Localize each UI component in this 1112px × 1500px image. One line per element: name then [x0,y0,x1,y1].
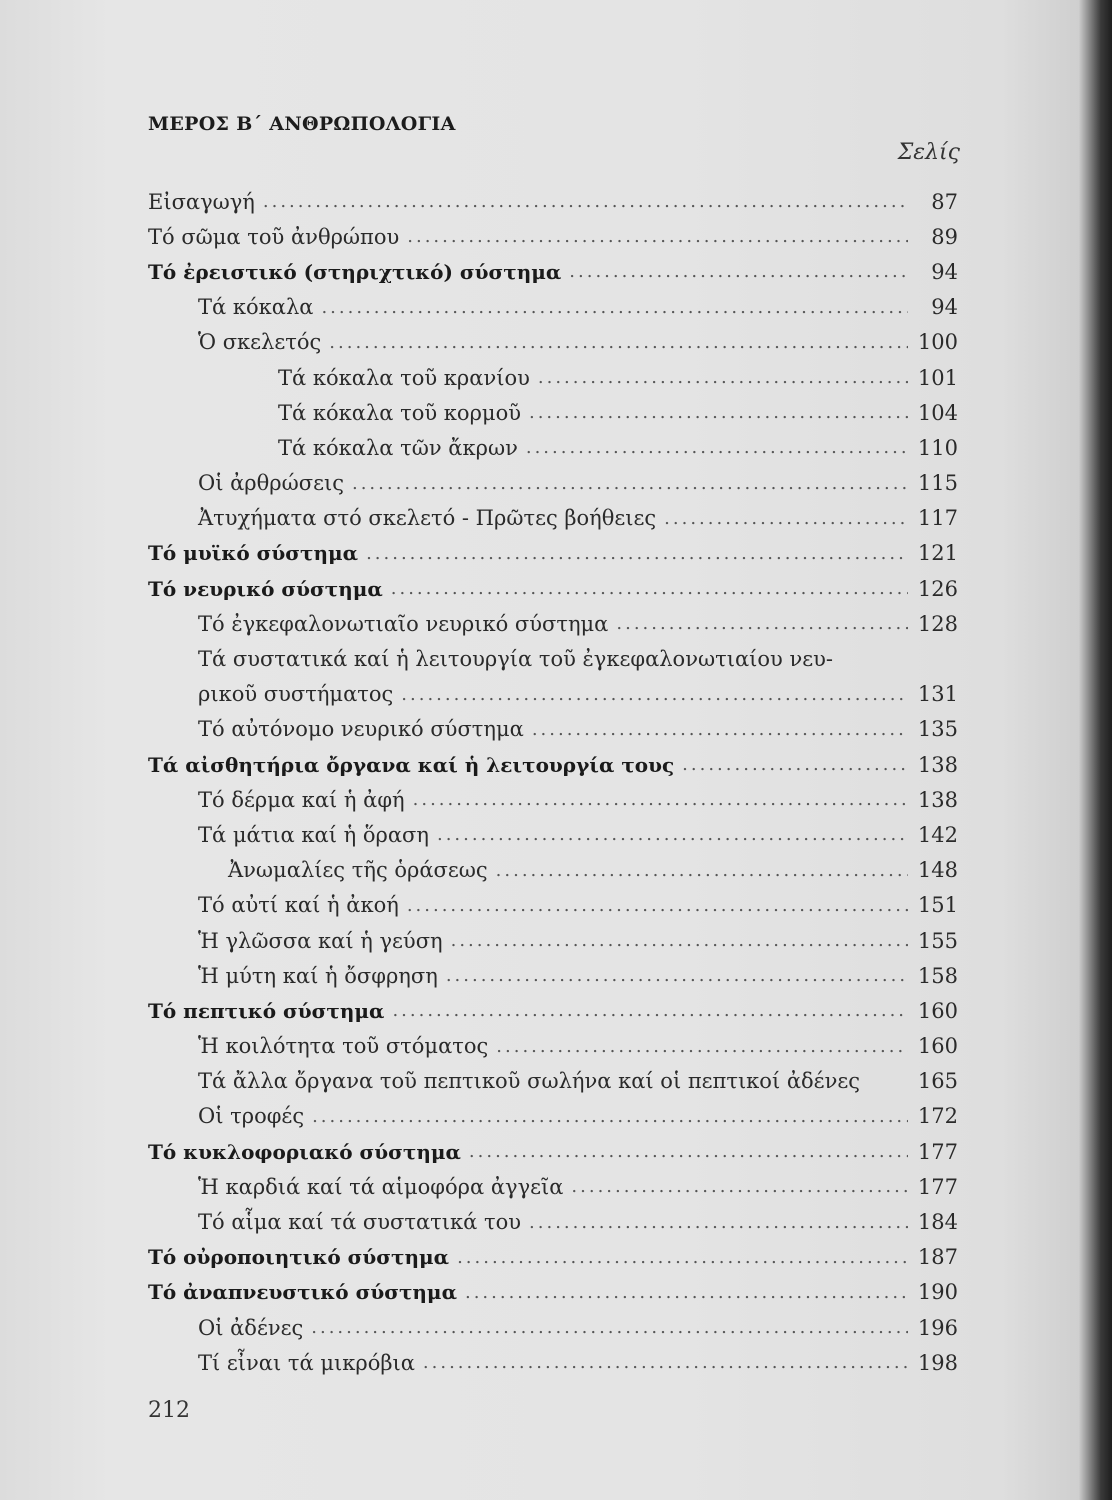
toc-entry [148,1099,958,1134]
toc-entry-title: Τά κόκαλα [198,295,314,320]
toc-entry [148,1169,958,1204]
toc-entry-page: 128 [917,611,958,636]
toc-entry [148,923,958,958]
toc-entry [148,1310,958,1345]
toc-entry-page: 121 [917,541,958,566]
toc-entry-title: Εἰσαγωγή [148,189,255,214]
toc-entry [148,712,958,747]
toc-entry [148,254,958,289]
toc-entry-title: Τά κόκαλα τοῦ κορμοῦ [278,400,521,425]
toc-entry-title: Τό μυϊκό σύστημα [148,541,359,566]
toc-entry [148,782,958,817]
toc-entry [148,1064,958,1099]
toc-entry-title: Ἡ κοιλότητα τοῦ στόματος [198,1034,489,1059]
leader-dots [496,860,908,881]
toc-entry-page: 155 [917,928,958,953]
toc-entry-page: 187 [917,1245,958,1270]
toc-entry-page: 142 [917,822,958,847]
toc-entry-title: Ἀνωμαλίες τῆς ὁράσεως [228,858,488,883]
toc-entry-title: Τό αὐτί καί ἡ ἀκοή [198,893,399,918]
leader-dots [526,437,908,458]
leader-dots [451,930,908,951]
toc-entry-page: 151 [917,893,958,918]
table-of-contents [148,184,958,1380]
leader-dots [391,578,908,599]
toc-entry [148,571,958,606]
toc-entry-title: Τό δέρμα καί ἡ ἀφή [198,787,405,812]
leader-dots [529,1212,908,1233]
toc-entry [148,1029,958,1064]
toc-entry-page: 115 [917,471,958,496]
leader-dots [352,473,908,494]
leader-dots [569,261,908,282]
toc-entry-page: 198 [917,1350,958,1375]
leader-dots [321,297,908,318]
toc-entry-title: Οἱ τροφές [198,1104,305,1129]
leader-dots [465,1282,908,1303]
toc-entry-title: Τά κόκαλα τῶν ἄκρων [278,435,518,460]
toc-entry-page: 101 [917,365,958,390]
leader-dots [529,402,908,423]
toc-entry-title: Τό ἐγκεφαλονωτιαῖο νευρικό σύστημα [198,611,609,636]
leader-dots [312,1106,908,1127]
toc-entry [148,466,958,501]
toc-entry [148,325,958,360]
leader-dots [571,1176,907,1197]
toc-entry-title: Τί εἶναι τά μικρόβια [198,1350,415,1375]
section-title: ΜΕΡΟΣ Β΄ ΑΝΘΡΩΠΟΛΟΓΙΑ [148,113,456,135]
toc-entry [148,817,958,852]
toc-entry-title: Τά αἰσθητήρια ὄργανα καί ἡ λειτουργία τους [148,752,675,777]
toc-entry [148,677,958,712]
toc-entry-page: 148 [917,858,958,883]
toc-entry [148,888,958,923]
toc-entry [148,1134,958,1169]
toc-entry [148,747,958,782]
toc-entry-page: 196 [917,1315,958,1340]
leader-dots [263,191,908,212]
toc-entry [148,219,958,254]
toc-entry-title: Τά κόκαλα τοῦ κρανίου [278,365,530,390]
leader-dots [532,719,908,740]
toc-entry-title: Τό ἀναπνευστικό σύστημα [148,1280,457,1305]
toc-entry-page: 138 [917,787,958,812]
toc-entry [148,1345,958,1380]
toc-entry-title: Οἱ ἀρθρώσεις [198,471,344,496]
toc-entry [148,184,958,219]
toc-entry-page: 126 [917,576,958,601]
leader-dots [664,508,908,529]
toc-entry [148,536,958,571]
toc-entry [148,430,958,465]
toc-entry [148,1240,958,1275]
leader-dots [329,332,908,353]
toc-entry-page: 160 [917,1034,958,1059]
leader-dots [538,367,908,388]
toc-entry-title: Ἀτυχήματα στό σκελετό - Πρῶτες βοήθειες [198,506,657,531]
toc-entry-title: Τό νευρικό σύστημα [148,576,383,601]
toc-entry-title: ρικοῦ συστήματος [198,682,394,707]
toc-entry-page: 184 [917,1210,958,1235]
toc-entry-title: Τό οὐροποιητικό σύστημα [148,1245,450,1270]
toc-entry [148,395,958,430]
leader-dots [311,1317,908,1338]
leader-dots [616,613,908,634]
leader-dots [457,1247,908,1268]
toc-entry-page: 100 [917,330,958,355]
toc-entry-title: Τό αἷμα καί τά συστατικά του [198,1210,522,1235]
toc-entry-title: Ἡ μύτη καί ἡ ὄσφρηση [198,963,438,988]
toc-entry-title: Τό αὐτόνομο νευρικό σύστημα [198,717,524,742]
leader-dots [413,789,908,810]
toc-entry-page: 160 [917,998,958,1023]
toc-entry-title: Ὁ σκελετός [198,330,322,355]
leader-dots [496,1036,908,1057]
toc-entry-title: Οἱ ἀδένες [198,1315,304,1340]
toc-entry-title: Ἡ καρδιά καί τά αἱμοφόρα ἀγγεῖα [198,1174,564,1199]
leader-dots [682,754,908,775]
toc-entry-title: Τό κυκλοφοριακό σύστημα [148,1139,461,1164]
toc-entry-page: 138 [917,752,958,777]
leader-dots [366,543,908,564]
toc-entry-page: 94 [931,295,958,320]
toc-entry-title: Τά συστατικά καί ἡ λειτουργία τοῦ ἐγκεφαλονωτιαίου νευ- [198,647,833,672]
leader-dots [469,1141,908,1162]
toc-entry-title: Τό πεπτικό σύστημα [148,998,385,1023]
leader-dots [407,895,908,916]
toc-entry [148,606,958,641]
toc-entry-title: Τό ἐρειστικό (στηριχτικό) σύστημα [148,259,562,284]
leader-dots [423,1352,908,1373]
leader-dots [446,965,908,986]
toc-entry [148,360,958,395]
leader-dots [437,824,908,845]
toc-entry [148,993,958,1028]
toc-entry-page: 172 [917,1104,958,1129]
toc-entry [148,641,958,676]
toc-entry-page: 110 [917,435,958,460]
toc-entry-page: 165 [917,1069,958,1094]
page-number: 212 [148,1398,190,1423]
toc-entry [148,958,958,993]
toc-entry-page: 94 [931,259,958,284]
toc-entry-page: 87 [931,189,958,214]
toc-entry [148,290,958,325]
toc-entry [148,1204,958,1239]
toc-entry-page: 104 [917,400,958,425]
toc-entry-page: 117 [917,506,958,531]
toc-entry-title: Τά ἄλλα ὄργανα τοῦ πεπτικοῦ σωλήνα καί οἱ πεπτικοί ἀδένες [198,1069,860,1094]
toc-entry [148,501,958,536]
toc-entry-page: 131 [917,682,958,707]
toc-entry-page: 177 [917,1174,958,1199]
toc-entry-page: 135 [917,717,958,742]
leader-dots [392,1000,907,1021]
toc-entry-page: 89 [931,224,958,249]
toc-entry-title: Τό σῶμα τοῦ ἀνθρώπου [148,224,400,249]
pages-column-header: Σελίς [897,140,960,165]
toc-entry-page: 158 [917,963,958,988]
toc-entry-title: Τά μάτια καί ἡ ὅραση [198,822,429,847]
toc-entry-page: 190 [917,1280,958,1305]
leader-dots [401,684,908,705]
toc-entry [148,1275,958,1310]
toc-entry [148,853,958,888]
toc-entry-title: Ἡ γλῶσσα καί ἡ γεύση [198,928,443,953]
toc-entry-page: 177 [917,1139,958,1164]
leader-dots [407,226,908,247]
